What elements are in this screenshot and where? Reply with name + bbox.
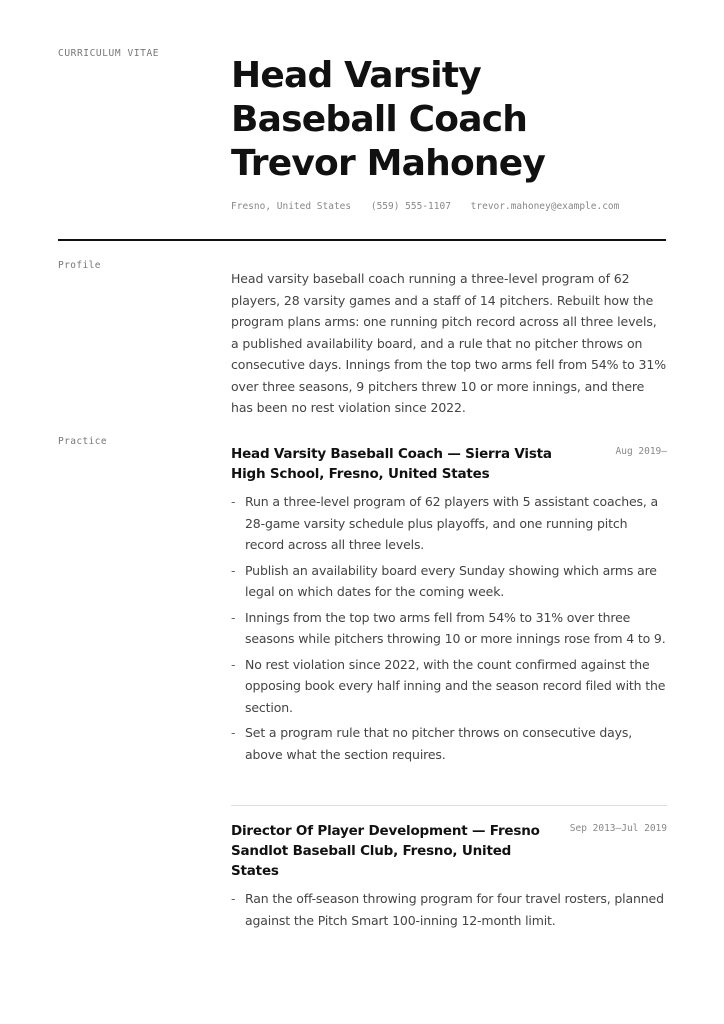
- job-title: Head Varsity Baseball Coach — Sierra Vista High School, Fresno, United States: [231, 446, 552, 482]
- job-bullets: [231, 888, 667, 931]
- contact-email[interactable]: trevor.mahoney@example.com: [470, 201, 620, 212]
- job-date: Aug 2019–: [615, 446, 667, 457]
- job-header: [231, 444, 667, 484]
- bullet-item: - No rest violation since 2022, with the count confirmed against the opposing book every half inning and the season record filed with the section.: [231, 654, 667, 719]
- contact-phone: (559) 555-1107: [370, 201, 451, 212]
- bullet-item: - Publish an availability board every Sunday showing which arms are legal on which dates for the coming week.: [231, 560, 667, 603]
- header-rule: [58, 239, 666, 241]
- title-block: [231, 54, 691, 186]
- job-header: [231, 821, 667, 881]
- bullet-item: - Innings from the top two arms fell from 54% to 31% over three seasons while pitchers throwing 10 or more innings rose from 4 to 9.: [231, 607, 667, 650]
- contact-location: Fresno, United States: [231, 201, 352, 212]
- practice-label: Practice: [58, 436, 107, 447]
- job-date: Sep 2013–Jul 2019: [569, 823, 667, 834]
- job-title-line-1: Head Varsity: [231, 55, 481, 96]
- job-title-line-2: Baseball Coach: [231, 99, 528, 140]
- profile-text: Head varsity baseball coach running a three-level program of 62 players, 28 varsity games and a staff of 14 pitchers. Rebuilt how the program plans arms: one running pitch record across all three levels, a published availability board, and a rule that no pitcher throws on consecutive days. Innings from the top two arms fell from 54% to 31% over three seasons, 9 pitchers threw 10 or more innings, and there has been no rest violation since 2022.: [231, 271, 667, 415]
- bullet-item: - Set a program rule that no pitcher throws on consecutive days, above what the section requires.: [231, 722, 667, 765]
- person-name: Trevor Mahoney: [231, 143, 546, 184]
- bullet-item: - Run a three-level program of 62 players with 5 assistant coaches, a 28-game varsity schedule plus playoffs, and one running pitch record across all three levels.: [231, 491, 667, 556]
- document-label: CURRICULUM VITAE: [58, 48, 160, 59]
- job-title: Director Of Player Development — Fresno Sandlot Baseball Club, Fresno, United States: [231, 823, 540, 879]
- job-entry: [231, 444, 667, 769]
- job-bullets: [231, 491, 667, 765]
- job-divider: [231, 805, 667, 806]
- bullet-item: - Ran the off-season throwing program for four travel rosters, planned against the Pitch Smart 100-inning 12-month limit.: [231, 888, 667, 931]
- job-entry: [231, 821, 667, 935]
- contact-line: [231, 201, 633, 212]
- profile-label: Profile: [58, 260, 101, 271]
